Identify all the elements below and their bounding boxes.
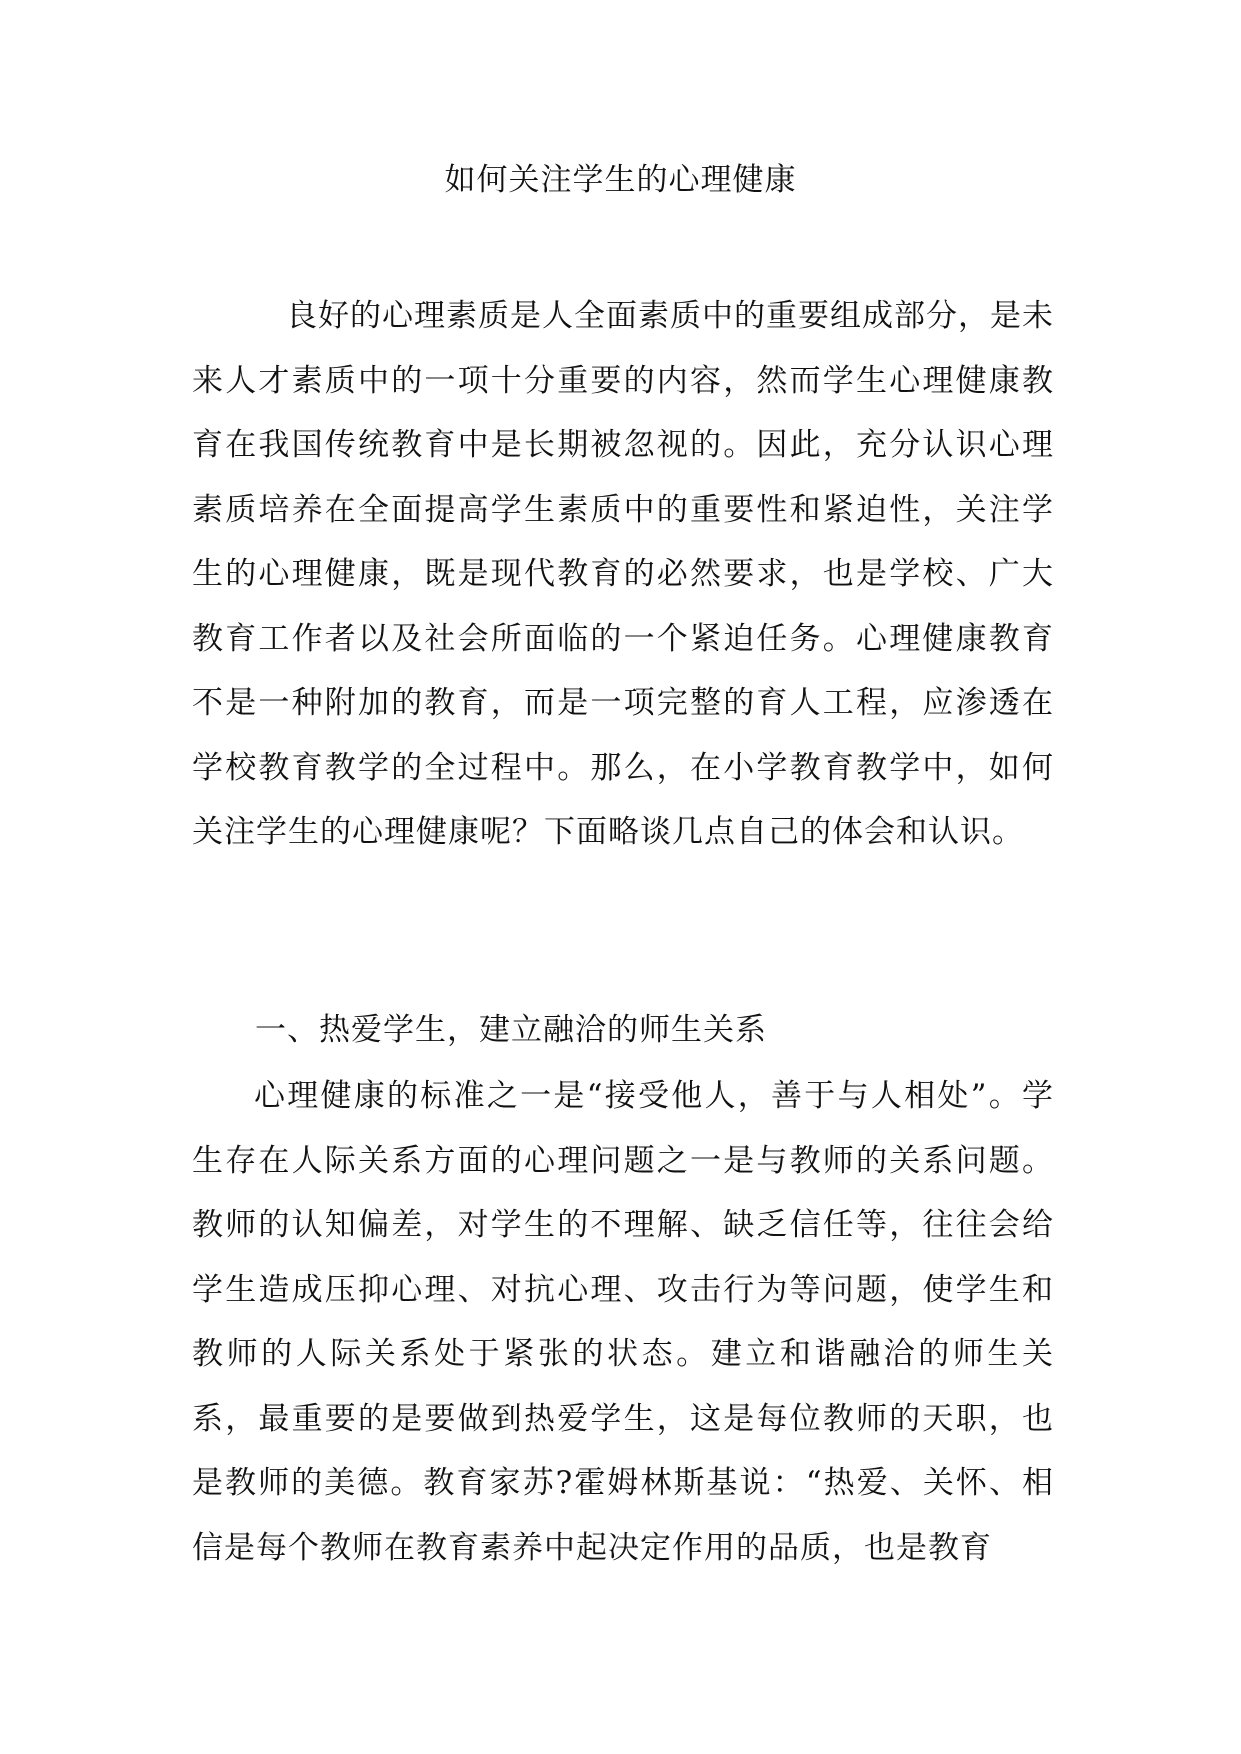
- intro-paragraph: 良好的心理素质是人全面素质中的重要组成部分，是未来人才素质中的一项十分重要的内容，然而学生心理健康教育在我国传统教育中是长期被忽视的。因此，充分认识心理素质培养在全面提高学生素质中的重要性和紧迫性，关注学生的心理健康，既是现代教育的必然要求，也是学校、广大教育工作者以及社会所面临的一个紧迫任务。心理健康教育不是一种附加的教育，而是一项完整的育人工程，应渗透在学校教育教学的全过程中。那么，在小学教育教学中，如何关注学生的心理健康呢？下面略谈几点自己的体会和认识。: [192, 298, 1054, 850]
- section-heading: 一、热爱学生，建立融洽的师生关系: [255, 1012, 767, 1048]
- document-title: 如何关注学生的心理健康: [444, 162, 797, 198]
- section-paragraph: 心理健康的标准之一是“接受他人，善于与人相处”。学生存在人际关系方面的心理问题之一是与教师的关系问题。教师的认知偏差，对学生的不理解、缺乏信任等，往往会给学生造成压抑心理、对抗心理、攻击行为等问题，使学生和教师的人际关系处于紧张的状态。建立和谐融洽的师生关系，最重要的是要做到热爱学生，这是每位教师的天职，也是教师的美德。教育家苏?霍姆林斯基说：“热爱、关怀、相信是每个教师在教育素养中起决定作用的品质，也是教育: [192, 1078, 1054, 1566]
